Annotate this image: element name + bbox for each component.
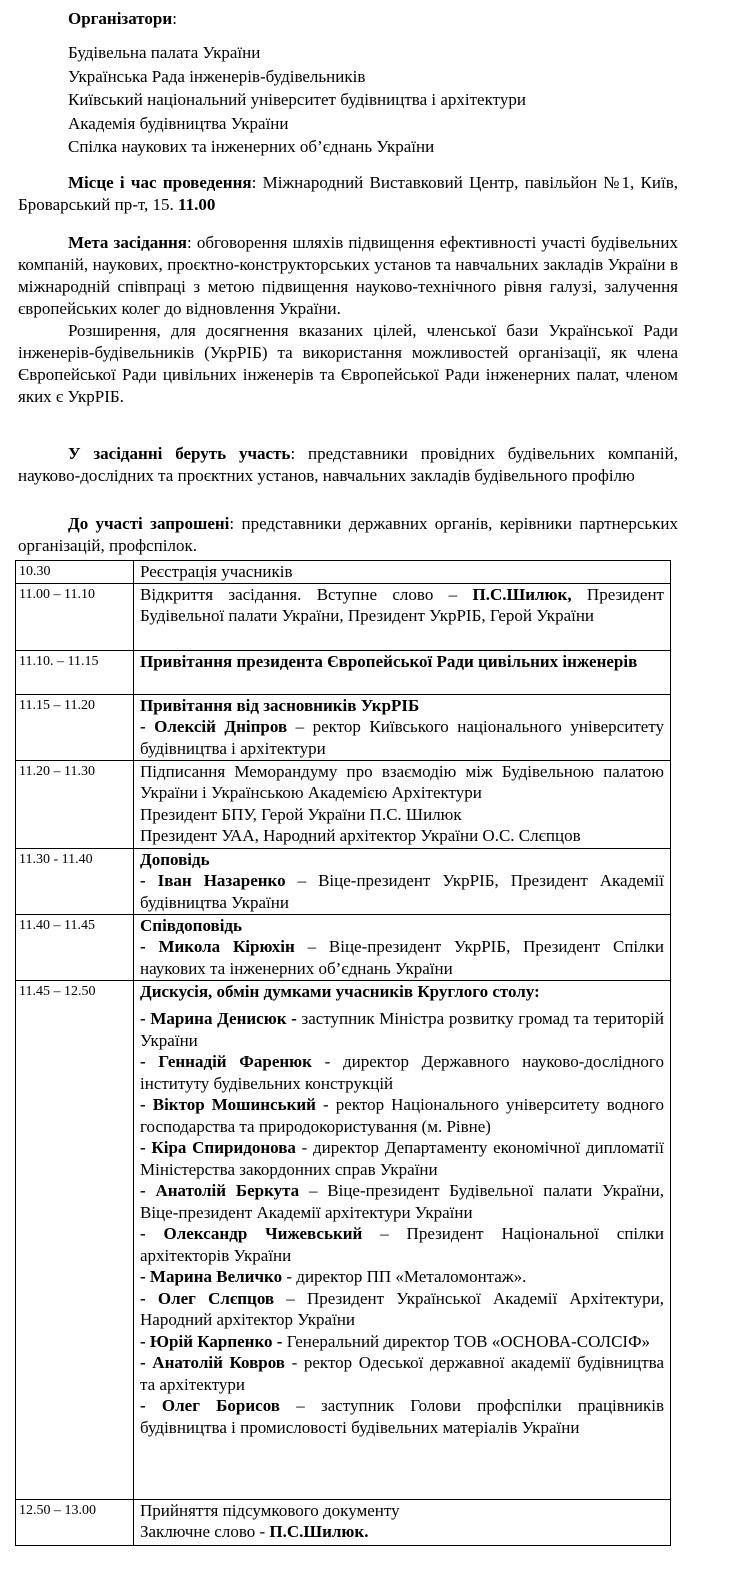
table-row	[16, 848, 671, 914]
table-row	[16, 760, 671, 848]
table-row	[16, 914, 671, 980]
participants-text: : представники провідних будівельних компаній, науково-дослідних та проєктних установ, навчальних закладів будівельного профілю	[18, 444, 679, 485]
description-cell: Відкриття засідання. Вступне слово – П.С.Шилюк, Президент Будівельної палати України, Президент УкрРІБ, Герой України	[134, 583, 671, 650]
table-row	[16, 650, 671, 694]
description-cell: Доповідь - Іван Назаренко – Віце-президент УкрРІБ, Президент Академії будівництва України	[134, 848, 671, 914]
time-cell: 11.10. – 11.15	[16, 650, 134, 694]
extension-text: Розширення, для досягнення вказаних цілей, членської бази Української Ради інженерів-будівельників (УкрРІБ) та використання можливостей організації, як члена Європейської Ради цивільних інженерів та Європейської Ради інженерних палат, членом яких є УкрРІБ.	[18, 321, 678, 406]
description-cell: Привітання президента Європейської Ради цивільних інженерів	[134, 650, 671, 694]
goal-label: Мета засідання	[68, 233, 188, 252]
participants-label: У засіданні беруть участь	[68, 444, 291, 463]
organizer-item: Київський національний університет будівництва і архітектури	[68, 90, 526, 109]
organizer-item: Спілка наукових та інженерних об’єднань України	[68, 137, 435, 156]
description-cell: Реєстрація учасників	[134, 561, 671, 584]
speaker-entry: - Віктор Мошинський - ректор Національного університету водного господарства та природокористування (м. Рівне)	[140, 1095, 664, 1136]
time-cell: 11.40 – 11.45	[16, 914, 134, 980]
speaker-entry: - Марина Величко - директор ПП «Металомонтаж».	[140, 1267, 527, 1286]
invited-text: : представники державних органів, керівники партнерських організацій, профспілок.	[18, 514, 678, 555]
organizer-item: Академія будівництва України	[68, 113, 289, 133]
speaker-entry: - Кіра Спиридонова - директор Департаменту економічної дипломатії Міністерства закордонних справ України	[140, 1138, 664, 1179]
speaker-entry: - Анатолій Ковров - ректор Одеської державної академії будівництва та архітектури	[140, 1353, 665, 1394]
goal-text: : обговорення шляхів підвищення ефективності участі будівельних компаній, наукових, проєктно-конструкторських установ та навчальних закладів України в міжнародній співпраці з метою підвищення науково-технічного рівня галузі, залучення європейських колег до відновлення України.	[18, 233, 678, 318]
table-row	[16, 561, 671, 584]
table-row	[16, 583, 671, 650]
time-cell: 10.30	[16, 561, 134, 584]
table-row	[16, 694, 671, 760]
time-cell: 12.50 – 13.00	[16, 1499, 134, 1545]
description-cell: Прийняття підсумкового документу Заключне слово - П.С.Шилюк.	[134, 1499, 671, 1545]
description-cell: Дискусія, обмін думками учасників Круглого столу: - Марина Денисюк - заступник Міністра розвитку громад та територій України - Геннадій Фаренюк - директор Державного науково-дослідного інституту будівельних конструкцій - Віктор Мошинський - ректор Національного університету водного господарства та природокористування (м. Рівне) - Кіра Спиридонова - директор Департаменту економічної дипломатії Міністерства закордонних справ України - Анатолій Беркута – Віце-президент Будівельної палати України, Віце-президент Академії архітектури України - Олександр Чижевський – Президент Національної спілки архітекторів України - Марина Величко - директор ПП «Металомонтаж». - Олег Слєпцов – Президент Української Академії Архітектури, Народний архітектор України - Юрій Карпенко - Генеральний директор ТОВ «ОСНОВА-СОЛСІФ» - Анатолій Ковров - ректор Одеської державної академії будівництва та архітектури - Олег Борисов – заступник Голови профспілки працівників будівництва і промисловості будівельних матеріалів України	[134, 980, 671, 1499]
program-table	[15, 560, 671, 1546]
participants-paragraph	[18, 443, 678, 487]
table-row	[16, 1499, 671, 1545]
venue-label: Місце і час проведення	[68, 173, 252, 192]
speaker-entry: - Олег Слєпцов – Президент Української Академії Архітектури, Народний архітектор України	[140, 1288, 664, 1329]
time-cell: 11.45 – 12.50	[16, 980, 134, 1499]
organizer-item: Будівельна палата України	[68, 43, 261, 62]
venue-text: : Міжнародний Виставковий Центр, павільйон №1, Київ, Броварський пр-т, 15.	[18, 173, 678, 214]
time-cell: 11.20 – 11.30	[16, 760, 134, 848]
description-cell: Привітання від засновників УкрРІБ - Олексій Дніпров – ректор Київського національного університету будівництва і архітектури	[134, 694, 671, 760]
time-cell: 11.30 - 11.40	[16, 848, 134, 914]
organizer-item: Українська Рада інженерів-будівельників	[68, 66, 366, 86]
venue-paragraph	[18, 172, 678, 216]
table-row	[16, 980, 671, 1499]
description-cell: Співдоповідь - Микола Кірюхін – Віце-президент УкрРІБ, Президент Спілки наукових та інженерних об’єднань України	[134, 914, 671, 980]
organizers-heading: Організатори:	[68, 9, 177, 28]
goal-paragraph	[18, 232, 678, 408]
description-cell: Підписання Меморандуму про взаємодію між Будівельною палатою України і Українською Академією Архітектури Президент БПУ, Герой України П.С. Шилюк Президент УАА, Народний архітектор України О.С. Слєпцов	[134, 760, 671, 848]
invited-label: До участі запрошені	[68, 514, 230, 533]
venue-time: 11.00	[178, 195, 216, 214]
speaker-entry: - Юрій Карпенко - Генеральний директор ТОВ «ОСНОВА-СОЛСІФ»	[140, 1331, 651, 1351]
time-cell: 11.15 – 11.20	[16, 694, 134, 760]
speaker-entry: - Олег Борисов – заступник Голови профспілки працівників будівництва і промисловості будівельних матеріалів України	[140, 1396, 665, 1437]
speaker-entry: - Олександр Чижевський – Президент Національної спілки архітекторів України	[140, 1224, 664, 1265]
organizers-list	[68, 42, 526, 160]
time-cell: 11.00 – 11.10	[16, 583, 134, 650]
speaker-entry: - Геннадій Фаренюк - директор Державного науково-дослідного інституту будівельних конструкцій	[140, 1052, 664, 1093]
speaker-entry: - Анатолій Беркута – Віце-президент Будівельної палати України, Віце-президент Академії архітектури України	[140, 1181, 664, 1222]
invited-paragraph	[18, 513, 678, 557]
speaker-entry: - Марина Денисюк - заступник Міністра розвитку громад та територій України	[140, 1009, 664, 1050]
